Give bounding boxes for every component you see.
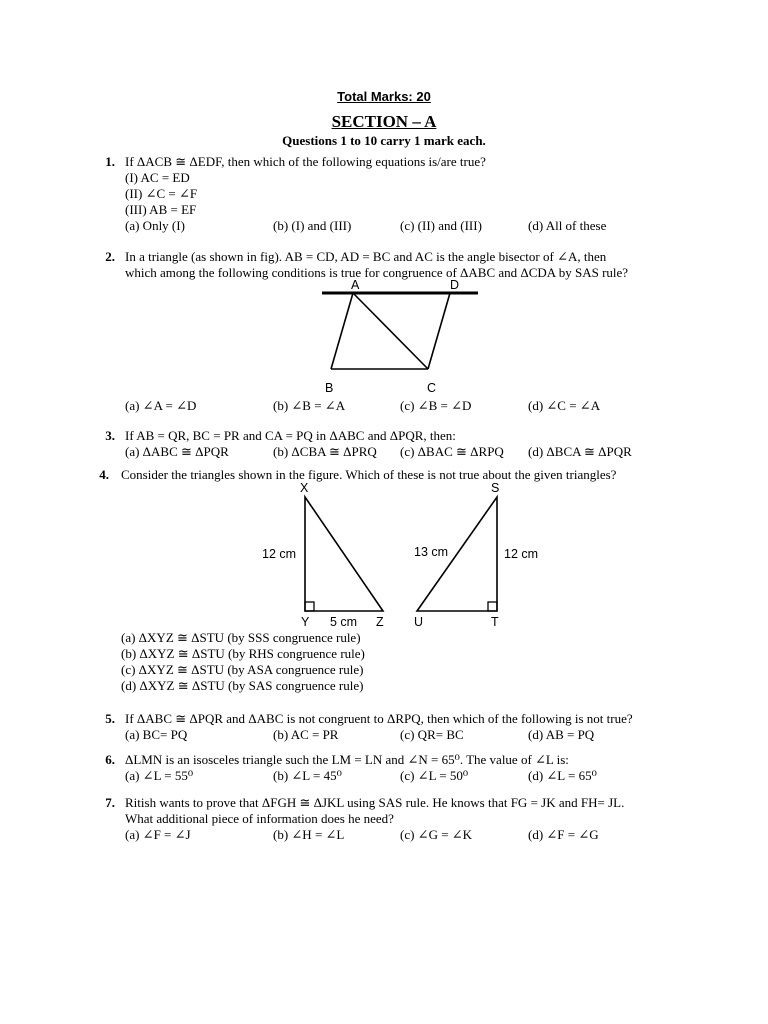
question-7-option-a: (a) ∠F = ∠J <box>125 827 191 842</box>
label-t: T <box>491 615 499 629</box>
q4-figure <box>262 481 538 629</box>
diagonal-ac <box>353 293 428 369</box>
question-1-option-d: (d) All of these <box>528 218 607 233</box>
question-1-option-b: (b) (I) and (III) <box>273 218 352 233</box>
triangle-xyz <box>305 497 383 611</box>
question-6-text: ΔLMN is an isosceles triangle such the LM = LN and ∠N = 65⁰. The value of ∠L is: <box>125 752 569 767</box>
question-6-option-d: (d) ∠L = 65⁰ <box>528 768 597 783</box>
label-z: Z <box>376 615 384 629</box>
question-3-option-c: (c) ΔBAC ≅ ΔRPQ <box>400 444 504 459</box>
question-2-text: which among the following conditions is true for congruence of ΔABC and ΔCDA by SAS rule? <box>125 265 629 280</box>
question-1-number: 1. <box>105 154 115 169</box>
label-su-length: 13 cm <box>414 545 449 559</box>
question-5-option-b: (b) AC = PR <box>273 727 339 742</box>
question-3-text: If AB = QR, BC = PR and CA = PQ in ΔABC and ΔPQR, then: <box>125 428 456 443</box>
label-y: Y <box>301 615 310 629</box>
label-s: S <box>491 481 500 495</box>
question-7-option-b: (b) ∠H = ∠L <box>273 827 345 842</box>
side-dc <box>428 293 450 369</box>
label-u: U <box>414 615 424 629</box>
section-title: SECTION – A <box>331 112 437 131</box>
question-1-statement: (I) AC = ED <box>125 170 190 185</box>
question-5-option-d: (d) AB = PQ <box>528 727 595 742</box>
question-2-number: 2. <box>105 249 115 264</box>
question-6-option-c: (c) ∠L = 50⁰ <box>400 768 469 783</box>
question-7-option-c: (c) ∠G = ∠K <box>400 827 473 842</box>
question-7-text: What additional piece of information does he need? <box>125 811 394 826</box>
question-6-option-b: (b) ∠L = 45⁰ <box>273 768 342 783</box>
question-3-option-a: (a) ΔABC ≅ ΔPQR <box>125 444 229 459</box>
question-2-text: In a triangle (as shown in fig). AB = CD, AD = BC and AC is the angle bisector of ∠A, then <box>125 249 607 264</box>
question-3-option-b: (b) ΔCBA ≅ ΔPRQ <box>273 444 377 459</box>
question-1-option-c: (c) (II) and (III) <box>400 218 482 233</box>
question-4-option-d: (d) ΔXYZ ≅ ΔSTU (by SAS congruence rule) <box>121 678 364 693</box>
question-1-statement: (III) AB = EF <box>125 202 197 217</box>
question-5-option-a: (a) BC= PQ <box>125 727 188 742</box>
question-4-option-a: (a) ΔXYZ ≅ ΔSTU (by SSS congruence rule) <box>121 630 361 645</box>
label-yz-length: 5 cm <box>330 615 358 629</box>
label-d: D <box>450 278 460 292</box>
question-5-number: 5. <box>105 711 115 726</box>
label-c: C <box>427 381 437 395</box>
question-5-option-c: (c) QR= BC <box>400 727 464 742</box>
question-6-number: 6. <box>105 752 115 767</box>
question-7-number: 7. <box>105 795 115 810</box>
right-angle-t <box>488 602 497 611</box>
question-2-option-c: (c) ∠B = ∠D <box>400 398 472 413</box>
section-subtitle: Questions 1 to 10 carry 1 mark each. <box>282 133 486 148</box>
label-xy-length: 12 cm <box>262 547 297 561</box>
right-angle-y <box>305 602 314 611</box>
label-st-length: 12 cm <box>504 547 539 561</box>
question-3-option-d: (d) ΔBCA ≅ ΔPQR <box>528 444 632 459</box>
label-a: A <box>351 278 360 292</box>
question-7-text: Ritish wants to prove that ΔFGH ≅ ΔJKL using SAS rule. He knows that FG = JK and FH= JL. <box>125 795 625 810</box>
question-7-option-d: (d) ∠F = ∠G <box>528 827 599 842</box>
label-x: X <box>300 481 309 495</box>
side-ab <box>331 293 353 369</box>
question-5-text: If ΔABC ≅ ΔPQR and ΔABC is not congruent to ΔRPQ, then which of the following is not true? <box>125 711 633 726</box>
total-marks: Total Marks: 20 <box>337 89 431 104</box>
question-1-text: If ΔACB ≅ ΔEDF, then which of the following equations is/are true? <box>125 154 486 169</box>
question-4-option-b: (b) ΔXYZ ≅ ΔSTU (by RHS congruence rule) <box>121 646 365 661</box>
q2-figure <box>322 278 478 395</box>
question-2-option-d: (d) ∠C = ∠A <box>528 398 601 413</box>
question-3-number: 3. <box>105 428 115 443</box>
label-b: B <box>325 381 334 395</box>
question-2-option-a: (a) ∠A = ∠D <box>125 398 197 413</box>
question-6-option-a: (a) ∠L = 55⁰ <box>125 768 194 783</box>
question-4-option-c: (c) ΔXYZ ≅ ΔSTU (by ASA congruence rule) <box>121 662 364 677</box>
question-1-option-a: (a) Only (I) <box>125 218 185 233</box>
question-4-text: Consider the triangles shown in the figure. Which of these is not true about the given triangles? <box>121 467 617 482</box>
question-4-number: 4. <box>99 467 109 482</box>
question-1-statement: (II) ∠C = ∠F <box>125 186 198 201</box>
question-2-option-b: (b) ∠B = ∠A <box>273 398 346 413</box>
